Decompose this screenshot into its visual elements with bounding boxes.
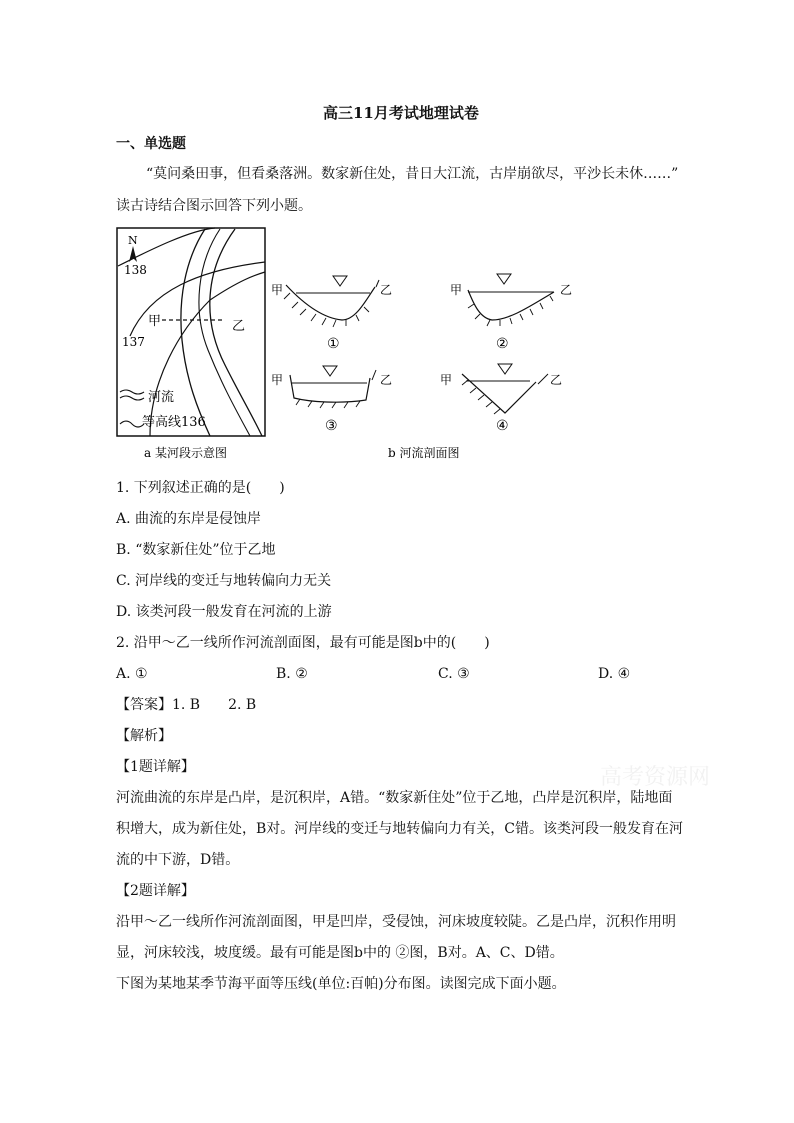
detail2-heading: 【2题详解】 (116, 883, 195, 899)
detail1-line-3: 流的中下游，D错。 (116, 852, 240, 868)
map-contour-137: 137 (122, 335, 145, 349)
q2-stem: 2. 沿甲～乙一线所作河流剖面图，最有可能是图b中的( ) (116, 635, 490, 651)
profile-3-number: ③ (325, 418, 338, 434)
profile-4-jia: 甲 (440, 373, 453, 387)
next-intro: 下图为某地某季节海平面等压线(单位:百帕)分布图。读图完成下面小题。 (116, 976, 566, 992)
profile-1-bank (376, 280, 379, 287)
detail2-line-1: 沿甲～乙一线所作河流剖面图，甲是凹岸，受侵蚀，河床坡度较陡。乙是凸岸，沉积作用明 (116, 914, 676, 930)
profile-3 (271, 366, 392, 434)
profile-1-jia: 甲 (271, 283, 284, 297)
q2-option-c: C. ③ (438, 666, 470, 682)
profile-1 (271, 276, 392, 352)
profile-4-bed (462, 374, 536, 413)
map-contour-138: 138 (124, 263, 147, 277)
section-heading: 一、单选题 (116, 136, 186, 152)
profile-2 (450, 274, 572, 352)
poem-line-1: “莫问桑田事，但看桑落洲。数家新住处，昔日大江流，古岸崩欲尽，平沙长未休……” (146, 166, 679, 182)
profile-2-yi: 乙 (560, 283, 573, 297)
map-label-jia: 甲 (148, 314, 162, 329)
map-label-yi: 乙 (232, 319, 246, 334)
q2-option-d: D. ④ (598, 666, 631, 682)
watermark: 高考资源网 (600, 765, 711, 790)
q1-option-c: C. 河岸线的变迁与地转偏向力无关 (116, 573, 332, 589)
profile-2-water-mark (497, 274, 511, 284)
map-caption: a 某河段示意图 (144, 446, 227, 460)
profile-4-yi: 乙 (550, 373, 563, 387)
legend-river-label: 河流 (148, 390, 175, 405)
q1-option-d: D. 该类河段一般发育在河流的上游 (116, 604, 332, 620)
poem-line-2: 读古诗结合图示回答下列小题。 (116, 198, 312, 214)
answer-line: 【答案】1. B 2. B (116, 697, 257, 713)
profile-3-jia: 甲 (271, 373, 284, 387)
profile-4-bank (538, 374, 548, 384)
profile-1-number: ① (327, 336, 340, 352)
figure (0, 0, 794, 470)
detail1-line-2: 积增大，成为新住处，B对。河岸线的变迁与地转偏向力有关，C错。该类河段一般发育在河 (116, 821, 683, 837)
q2-option-a: A. ① (116, 666, 148, 682)
q1-stem: 1. 下列叙述正确的是( ) (116, 480, 285, 496)
profile-caption: b 河流剖面图 (388, 446, 460, 460)
detail1-line-1: 河流曲流的东岸是凸岸，是沉积岸，A错。“数家新住处”位于乙地，凸岸是沉积岸，陆地面 (116, 790, 673, 806)
detail2-line-2: 显，河床较浅，坡度缓。最有可能是图b中的 ②图，B对。A、C、D错。 (116, 945, 564, 961)
legend-river-icon (120, 390, 144, 400)
profile-1-yi: 乙 (380, 283, 393, 297)
profile-2-jia: 甲 (450, 283, 463, 297)
map-north-label: N (128, 234, 138, 247)
profile-4 (440, 364, 562, 434)
q2-option-b: B. ② (276, 666, 308, 682)
profile-1-hatch (284, 293, 369, 327)
page-title: 高三11月考试地理试卷 (323, 104, 479, 122)
profile-1-bed (286, 285, 375, 320)
q1-option-a: A. 曲流的东岸是侵蚀岸 (116, 511, 262, 527)
profile-3-water-mark (323, 366, 337, 376)
contour-line-136 (150, 272, 265, 436)
legend-contour-icon (120, 421, 144, 427)
profile-1-water-mark (333, 276, 347, 286)
profile-2-number: ② (496, 336, 509, 352)
q1-option-b: B. “数家新住处”位于乙地 (116, 542, 276, 558)
profile-4-hatch (462, 380, 500, 414)
legend-contour-label: 等高线136 (142, 415, 206, 430)
detail1-heading: 【1题详解】 (116, 759, 195, 775)
profile-4-number: ④ (496, 418, 509, 434)
analysis-heading: 【解析】 (116, 728, 172, 744)
profile-3-bed (290, 375, 370, 402)
profile-3-bank (372, 370, 376, 380)
profile-3-yi: 乙 (380, 373, 393, 387)
profile-4-water-mark (498, 364, 512, 374)
